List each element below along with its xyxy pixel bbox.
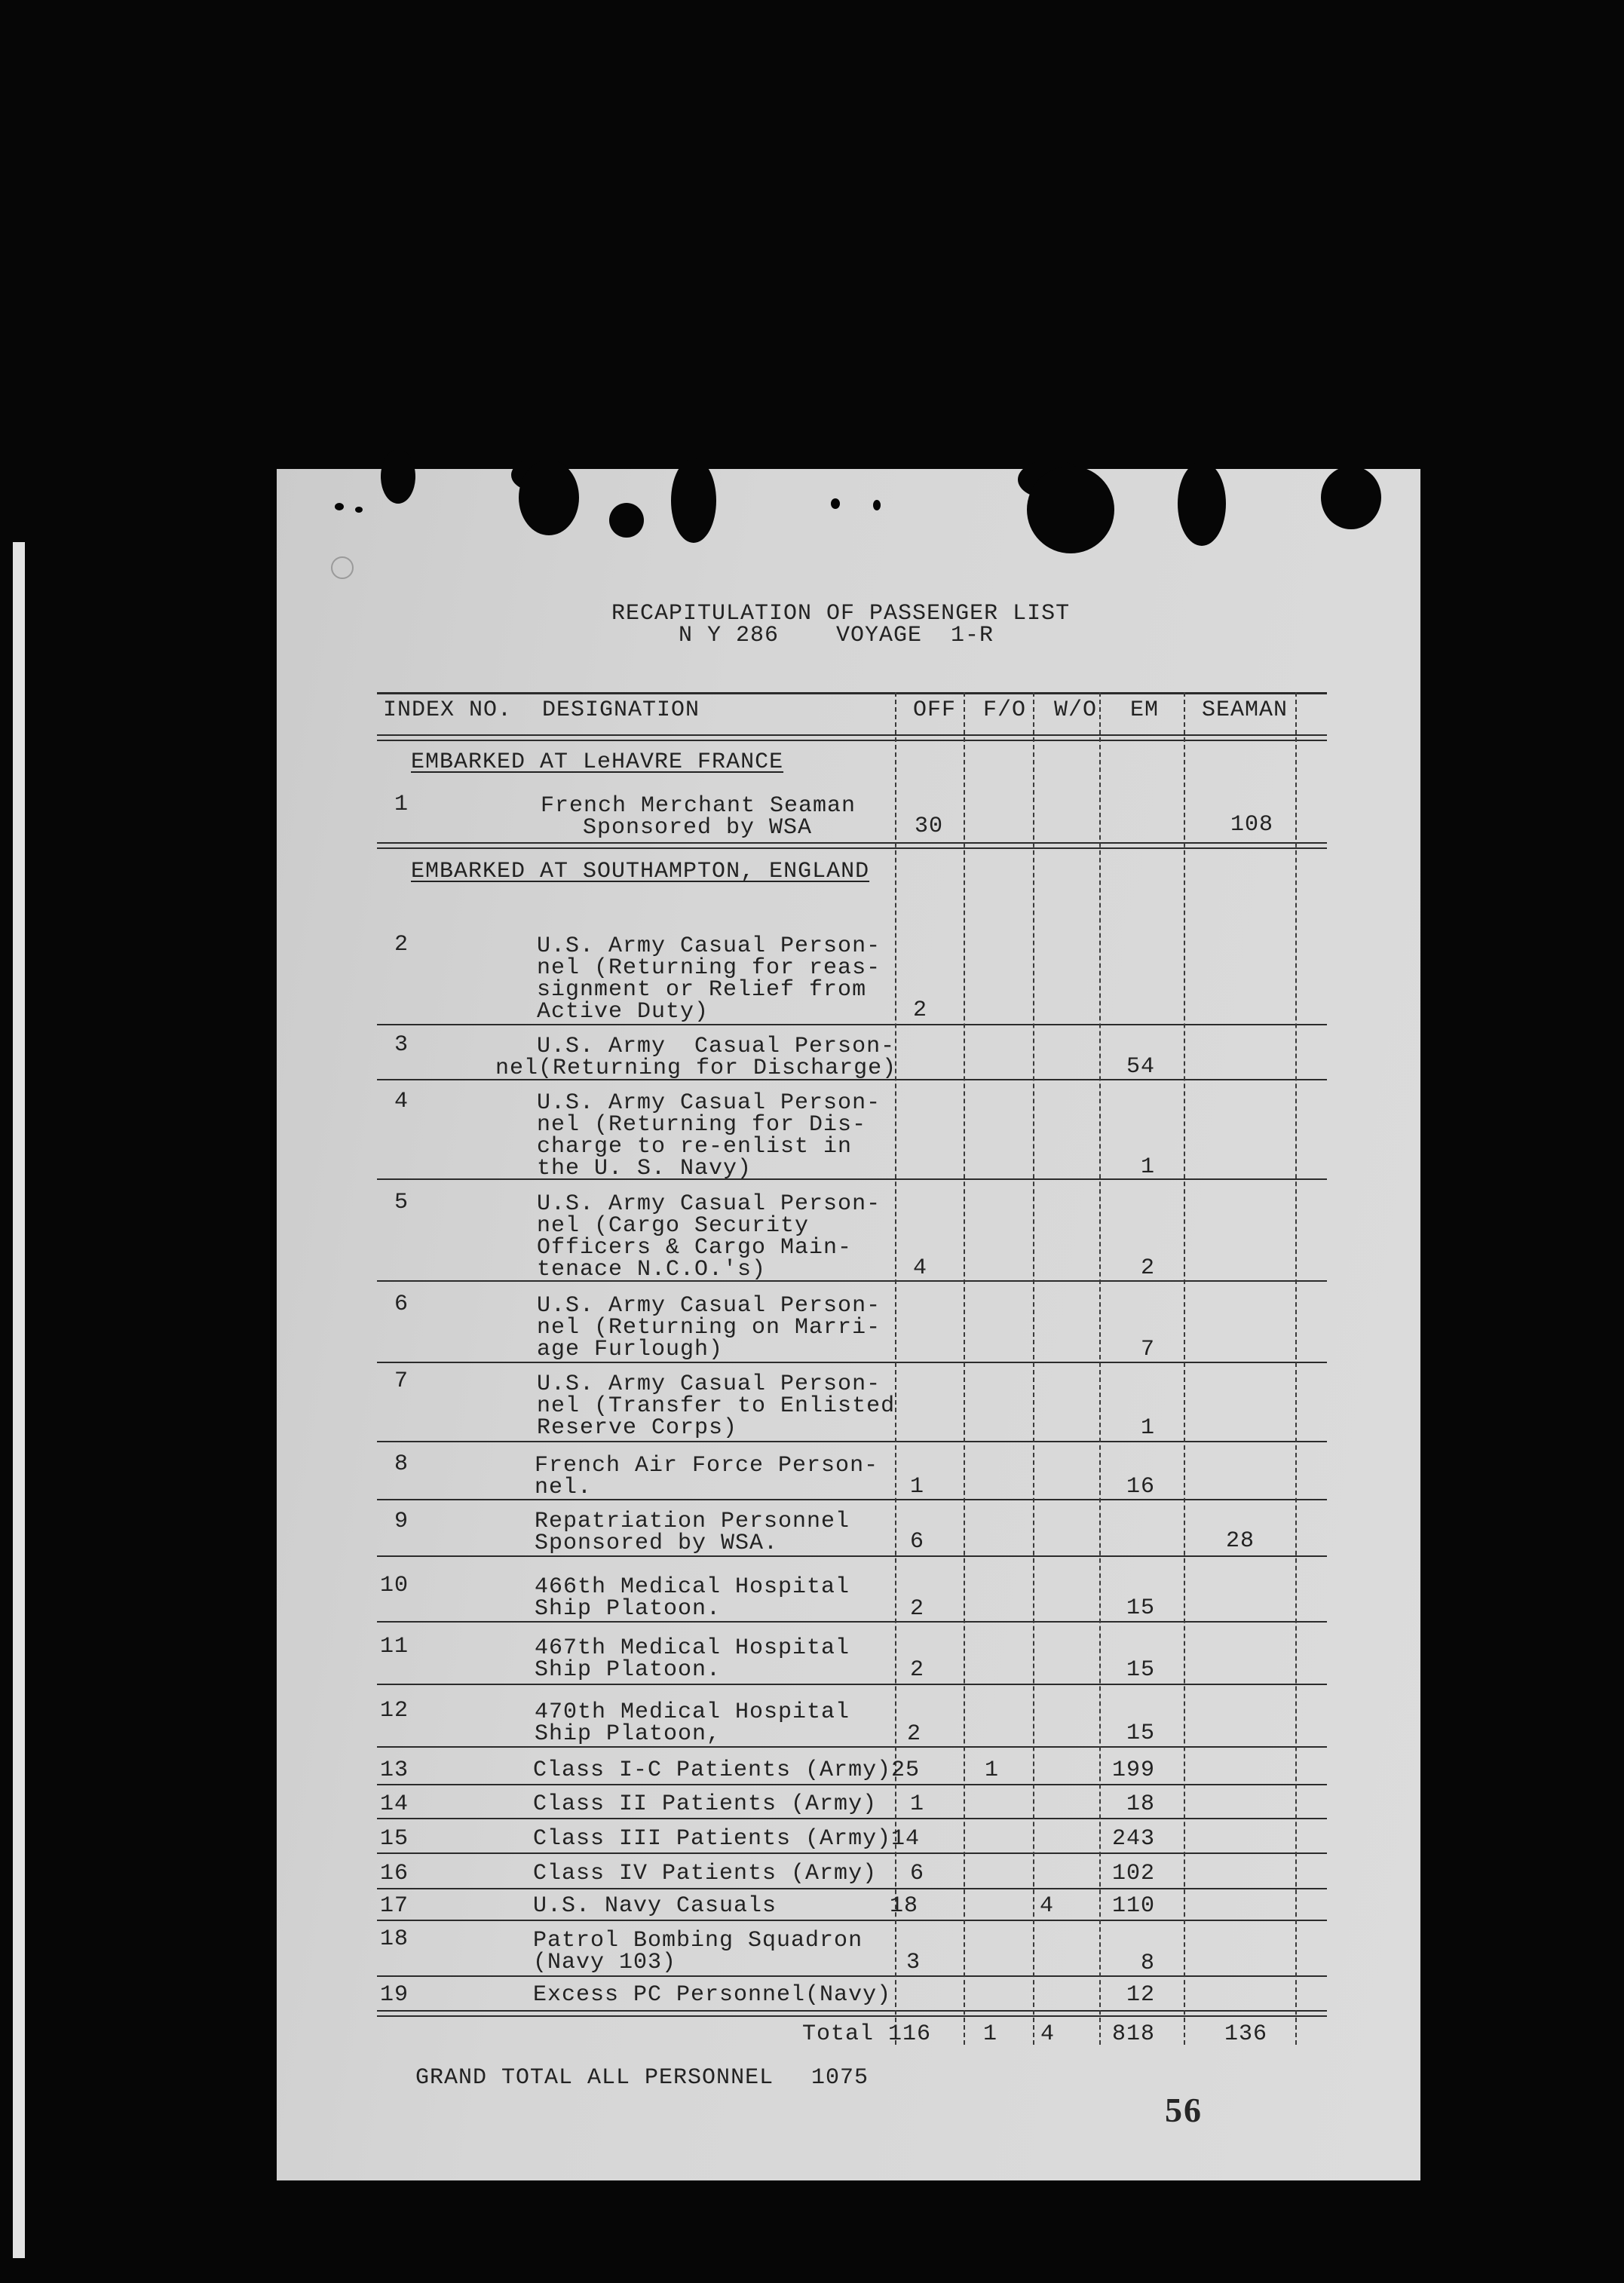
header-fo: F/O — [983, 697, 1027, 723]
column-divider — [1033, 692, 1034, 2045]
fo-value: 1 — [985, 1757, 1000, 1783]
em-value: 1 — [1140, 1415, 1155, 1441]
designation-line: 470th Medical Hospital — [535, 1699, 850, 1725]
document-title: RECAPITULATION OF PASSENGER LIST — [611, 601, 1071, 627]
em-value: 2 — [1140, 1255, 1155, 1281]
grand-total-value: 1075 — [811, 2065, 869, 2091]
designation-line: nel (Returning for reas- — [537, 955, 881, 981]
designation-line: French Air Force Person- — [535, 1453, 879, 1479]
designation-line: Ship Platoon. — [535, 1596, 722, 1622]
total-fo: 1 — [983, 2021, 998, 2047]
header-off: OFF — [913, 697, 957, 723]
designation-line: Class II Patients (Army) — [533, 1791, 878, 1817]
em-value: 7 — [1140, 1337, 1155, 1362]
designation-line: U.S. Army Casual Person- — [537, 1191, 881, 1217]
designation-line: charge to re-enlist in — [537, 1134, 853, 1160]
row-index: 3 — [394, 1032, 409, 1058]
em-value: 15 — [1126, 1721, 1155, 1746]
designation-line: U.S. Army Casual Person- — [537, 933, 881, 959]
designation-line: nel (Returning on Marri- — [537, 1315, 881, 1341]
header-seaman: SEAMAN — [1202, 697, 1288, 723]
designation-line: U.S. Navy Casuals — [533, 1893, 777, 1919]
row-index: 6 — [394, 1292, 409, 1317]
em-value: 8 — [1140, 1951, 1155, 1976]
off-value: 25 — [891, 1757, 921, 1783]
off-value: 2 — [907, 1721, 922, 1747]
row-index: 16 — [379, 1861, 409, 1886]
total-seaman: 136 — [1224, 2021, 1268, 2047]
designation-line: nel. — [535, 1475, 593, 1500]
seaman-value: 28 — [1226, 1528, 1255, 1554]
off-value: 18 — [890, 1893, 919, 1919]
row-index: 2 — [394, 932, 409, 958]
column-divider — [1184, 692, 1185, 2045]
designation-line: tenace N.C.O.'s) — [537, 1257, 767, 1282]
em-value: 110 — [1111, 1893, 1155, 1919]
designation-line: Class III Patients (Army) — [533, 1826, 892, 1852]
off-value: 1 — [910, 1474, 925, 1500]
designation-line: nel (Returning for Dis- — [537, 1112, 867, 1138]
off-value: 2 — [913, 997, 928, 1023]
row-index: 9 — [394, 1509, 409, 1534]
off-value: 14 — [891, 1826, 921, 1852]
row-index: 12 — [379, 1698, 409, 1724]
header-em: EM — [1130, 697, 1160, 723]
designation-line: Excess PC Personnel(Navy) — [533, 1982, 892, 2008]
row-index: 13 — [379, 1757, 409, 1783]
designation-line: U.S. Army Casual Person- — [537, 1293, 881, 1319]
designation-line: nel (Cargo Security — [537, 1213, 810, 1239]
em-value: 16 — [1126, 1474, 1155, 1500]
row-index: 19 — [379, 1982, 409, 2008]
designation-line: Ship Platoon, — [535, 1721, 722, 1747]
row-index: 4 — [394, 1089, 409, 1114]
document-subtitle: N Y 286 VOYAGE 1-R — [679, 623, 994, 648]
section-heading: EMBARKED AT SOUTHAMPTON, ENGLAND — [411, 859, 870, 884]
designation-line: U.S. Army Casual Person- — [537, 1371, 881, 1397]
designation-line: nel (Transfer to Enlisted — [537, 1393, 896, 1419]
page-number: 56 — [1165, 2091, 1203, 2129]
designation-line: Sponsored by WSA. — [535, 1531, 779, 1556]
header-index: INDEX NO. — [383, 697, 513, 723]
designation-line: French Merchant Seaman — [541, 793, 856, 819]
designation-line: nel(Returning for Discharge) — [495, 1056, 897, 1081]
row-index: 15 — [379, 1826, 409, 1852]
total-off: 116 — [888, 2021, 932, 2047]
designation-line: 467th Medical Hospital — [535, 1635, 850, 1661]
grand-total-label: GRAND TOTAL ALL PERSONNEL — [415, 2065, 774, 2091]
em-value: 1 — [1140, 1154, 1155, 1180]
designation-line: 466th Medical Hospital — [535, 1574, 850, 1600]
header-designation: DESIGNATION — [542, 697, 700, 723]
designation-line: U.S. Army Casual Person- — [537, 1034, 896, 1059]
off-value: 6 — [910, 1529, 925, 1555]
em-value: 102 — [1111, 1861, 1155, 1886]
total-em: 818 — [1111, 2021, 1155, 2047]
row-index: 1 — [394, 792, 409, 817]
em-value: 199 — [1111, 1757, 1155, 1783]
designation-line: Active Duty) — [537, 999, 709, 1025]
designation-line: Sponsored by WSA — [583, 815, 813, 841]
row-index: 7 — [394, 1368, 409, 1394]
off-value: 30 — [915, 814, 944, 839]
row-index: 17 — [379, 1893, 409, 1919]
designation-line: Officers & Cargo Main- — [537, 1235, 853, 1261]
designation-line: Ship Platoon. — [535, 1657, 722, 1683]
designation-line: signment or Relief from — [537, 977, 867, 1003]
section-heading: EMBARKED AT LeHAVRE FRANCE — [411, 749, 784, 775]
off-value: 2 — [910, 1596, 925, 1622]
em-value: 15 — [1126, 1657, 1155, 1683]
em-value: 54 — [1126, 1054, 1155, 1080]
header-wo: W/O — [1054, 697, 1098, 723]
row-index: 11 — [379, 1634, 409, 1659]
wo-value: 4 — [1040, 1893, 1055, 1919]
off-value: 1 — [910, 1791, 925, 1817]
row-index: 14 — [379, 1791, 409, 1817]
designation-line: the U. S. Navy) — [537, 1156, 752, 1181]
em-value: 243 — [1111, 1826, 1155, 1852]
row-index: 18 — [379, 1926, 409, 1952]
designation-line: Reserve Corps) — [537, 1415, 738, 1441]
off-value: 2 — [910, 1657, 925, 1683]
designation-line: Class I-C Patients (Army) — [533, 1757, 892, 1783]
off-value: 3 — [906, 1950, 921, 1975]
em-value: 18 — [1126, 1791, 1155, 1817]
row-index: 8 — [394, 1451, 409, 1477]
designation-line: Patrol Bombing Squadron — [533, 1928, 863, 1954]
off-value: 6 — [910, 1861, 925, 1886]
designation-line: (Navy 103) — [533, 1950, 677, 1975]
designation-line: age Furlough) — [537, 1337, 724, 1362]
row-index: 5 — [394, 1190, 409, 1215]
designation-line: Repatriation Personnel — [535, 1509, 850, 1534]
film-edge-strip — [13, 542, 25, 2258]
designation-line: Class IV Patients (Army) — [533, 1861, 878, 1886]
em-value: 15 — [1126, 1595, 1155, 1621]
em-value: 12 — [1126, 1982, 1155, 2008]
total-label: Total — [802, 2021, 875, 2047]
designation-line: U.S. Army Casual Person- — [537, 1090, 881, 1116]
column-divider — [964, 692, 965, 2045]
off-value: 4 — [913, 1255, 928, 1281]
row-index: 10 — [379, 1573, 409, 1598]
total-wo: 4 — [1040, 2021, 1056, 2047]
seaman-value: 108 — [1230, 812, 1274, 838]
column-divider — [1295, 692, 1297, 2045]
